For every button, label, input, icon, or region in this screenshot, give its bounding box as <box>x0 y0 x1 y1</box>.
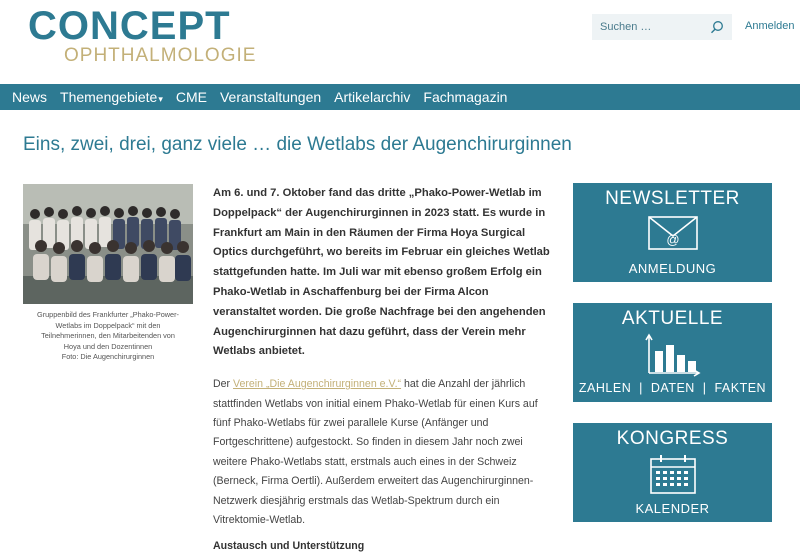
paragraph-text: Der <box>213 378 234 391</box>
aktuelle-footer: ZAHLEN | DATEN | FAKTEN <box>578 381 767 395</box>
newsletter-footer: ANMELDUNG <box>628 261 717 276</box>
logo-main-text: CONCEPT <box>28 4 231 48</box>
caption-line: Teilnehmerinnen, den Mitarbeitenden von <box>41 331 175 340</box>
kongress-widget[interactable] <box>573 423 772 522</box>
search-icon[interactable] <box>710 20 724 34</box>
kongress-footer: KALENDER <box>635 501 710 516</box>
main-nav <box>0 84 800 110</box>
article-body <box>213 184 553 552</box>
logo-sub-text: OPHTHALMOLOGIE <box>64 45 257 66</box>
nav-item-veranstaltungen[interactable]: Veranstaltungen <box>219 89 322 105</box>
search-box <box>592 14 732 40</box>
site-logo[interactable] <box>28 6 256 66</box>
caption-line: Hoya und den Dozentinnen <box>63 341 153 351</box>
nav-item-fachmagazin[interactable]: Fachmagazin <box>423 89 508 105</box>
chevron-down-icon: ▾ <box>158 94 163 104</box>
article-lead: Am 6. und 7. Oktober fand das dritte „Phako-Power-Wetlab im Doppelpack“ der Augenchirurginnen in 2023 statt. Es wurde in Frankfurt am Main in den Räumen der Firma Hoya Surgical Optics durchgeführt, wo bereits im Februar ein gleiches Wetlab stattgefunden hatte. Im Juli war mit ebenso großem Erfolg ein Phako-Wetlab in Aschaffenburg bei der Firma Alcon veranstaltet worden. Die große Nachfrage bei den angehenden Augenchirurginnen hat dazu geführt, dass der Verein mehr Wetlabs anbietet. <box>213 187 550 358</box>
page-title: Eins, zwei, drei, ganz viele … die Wetlabs der Augenchirurginnen <box>23 134 572 155</box>
caption-line: Gruppenbild des Frankfurter „Phako-Power- <box>37 310 179 319</box>
paragraph-text: hat die Anzahl der jährlich stattfinden Wetlabs von initial einem Phako-Wetlab für einen Kurs auf fünf Phako-Wetlabs für zwei parallele Kurse (Anfänger und Fortgeschrittene) aufgestockt. So finden in diesem Jahr noch zwei weitere Phako-Wetlabs statt, erstmals auch eines in der Schweiz (Berneck, Firma Oertli). Außerdem erweitert das Augenchirurginnen-Netzwerk diesjährig erstmals das Wetlab-Spektrum durch ein Vitrektomie-Wetlab. <box>213 378 538 527</box>
bar-chart-icon <box>645 333 701 375</box>
calendar-icon <box>650 454 696 494</box>
article-photo <box>23 184 193 304</box>
nav-item-news[interactable]: News <box>12 89 48 105</box>
site-header <box>0 0 800 84</box>
search-input[interactable] <box>592 14 702 40</box>
nav-item-artikelarchiv[interactable]: Artikelarchiv <box>334 89 411 105</box>
newsletter-title: NEWSLETTER <box>605 188 740 209</box>
nav-item-label: Themengebiete <box>60 89 158 105</box>
at-sign: @ <box>665 232 680 247</box>
nav-item-themengebiete[interactable] <box>60 89 163 105</box>
verein-link[interactable]: Verein „Die Augenchirurginnen e.V.“ <box>233 378 402 391</box>
article-subheading: Austausch und Unterstützung <box>213 540 365 552</box>
aktuelle-widget[interactable] <box>573 303 772 402</box>
caption-line: Foto: Die Augenchirurginnen <box>61 352 155 361</box>
login-link[interactable]: Anmelden <box>745 20 795 32</box>
envelope-icon <box>648 216 698 250</box>
caption-line: Wetlabs im Doppelpack“ mit den <box>55 320 161 330</box>
aktuelle-title: AKTUELLE <box>621 308 724 329</box>
newsletter-widget[interactable] <box>573 183 772 282</box>
photo-caption <box>23 310 193 363</box>
nav-item-cme[interactable]: CME <box>175 89 207 105</box>
kongress-title: KONGRESS <box>616 428 729 449</box>
article-paragraph <box>213 375 553 530</box>
group-photo-image <box>23 184 193 304</box>
